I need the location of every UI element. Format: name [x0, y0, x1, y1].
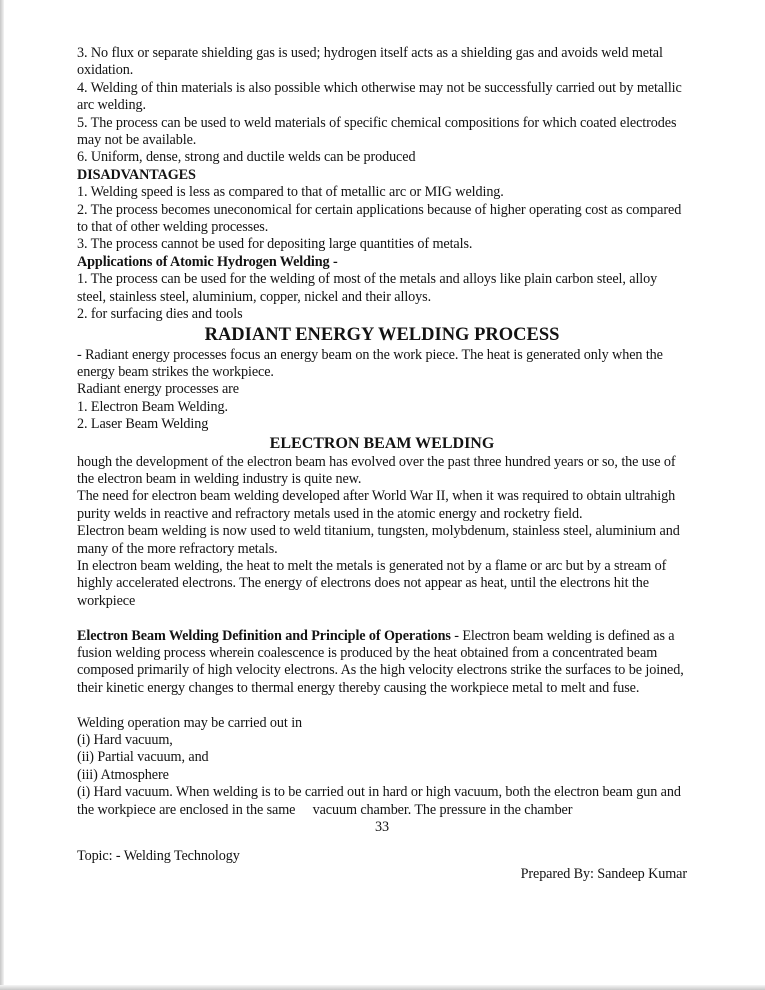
scan-artifact-left-edge [0, 0, 4, 990]
ebw-definition-paragraph [77, 628, 687, 698]
radiant-process-item-2: 2. Laser Beam Welding [77, 416, 209, 433]
section-title-radiant-energy: RADIANT ENERGY WELDING PROCESS [204, 324, 560, 345]
radiant-intro-paragraph: - Radiant energy processes focus an energy beam on the work piece. The heat is generated only when the energy beam strikes the workpiece. [77, 346, 663, 380]
spacer [77, 697, 687, 714]
section-title-electron-beam: ELECTRON BEAM WELDING [269, 434, 495, 452]
application-item-1: 1. The process can be used for the welding of most of the metals and alloys like plain carbon steel, alloy steel, stainless steel, aluminium, copper, nickel and their alloys. [77, 271, 658, 305]
ebw-definition-lead: Electron Beam Welding Definition and Principle of Operations [77, 627, 451, 644]
ebw-definition-body: - Electron beam welding is defined as a fusion welding process wherein coalescence is produced by the heat obtained from a concentrated beam composed primarily of high velocity electrons. As the high velocity electrons strike the surfaces to be joined, their kinetic energy changes to thermal energy thereby causing the workpiece metal to melt and fuse. [77, 627, 684, 696]
disadvantage-item-3: 3. The process cannot be used for depositing large quantities of metals. [77, 236, 473, 253]
disadvantage-item-2: 2. The process becomes uneconomical for certain applications because of higher operating cost as compared to that of other welding processes. [77, 201, 682, 236]
spacer [77, 610, 687, 627]
ebw-paragraph-history: hough the development of the electron beam has evolved over the past three hundred years or so, the use of the electron beam in welding industry is quite new. [77, 453, 676, 487]
applications-heading: Applications of Atomic Hydrogen Welding - [77, 253, 338, 270]
application-item-2: 2. for surfacing dies and tools [77, 306, 243, 323]
ebw-paragraph-heat: In electron beam welding, the heat to melt the metals is generated not by a flame or arc but by a stream of highly accelerated electrons. The energy of electrons does not appear as heat, until the electrons hit the workpiece [77, 557, 667, 609]
operation-intro: Welding operation may be carried out in [77, 714, 303, 731]
disadvantage-item-1: 1. Welding speed is less as compared to that of metallic arc or MIG welding. [77, 184, 504, 201]
scan-artifact-bottom-edge [0, 985, 765, 990]
advantage-item-4: 4. Welding of thin materials is also possible which otherwise may not be successfully carried out by metallic arc welding. [77, 79, 682, 114]
disadvantages-heading: DISADVANTAGES [77, 166, 196, 183]
operation-mode-2: (ii) Partial vacuum, and [77, 749, 209, 766]
hard-vacuum-detail-paragraph: (i) Hard vacuum. When welding is to be carried out in hard or high vacuum, both the electron beam gun and the workpiece are enclosed in the same vacuum chamber. The pressure in the chamber [77, 784, 681, 818]
advantage-item-5: 5. The process can be used to weld materials of specific chemical compositions for which coated electrodes may not be available. [77, 114, 677, 149]
footer-prepared-by: Prepared By: Sandeep Kumar [520, 865, 687, 882]
radiant-process-item-1: 1. Electron Beam Welding. [77, 398, 228, 415]
ebw-paragraph-usage: Electron beam welding is now used to weld titanium, tungsten, molybdenum, stainless steel, aluminium and many of the more refractory metals. [77, 523, 680, 557]
operation-mode-1: (i) Hard vacuum, [77, 732, 173, 748]
advantage-item-6: 6. Uniform, dense, strong and ductile welds can be produced [77, 149, 416, 166]
footer-topic: Topic: - Welding Technology [77, 848, 240, 865]
page-number: 33 [375, 819, 389, 836]
operation-mode-3: (iii) Atmosphere [77, 766, 169, 783]
ebw-paragraph-need: The need for electron beam welding developed after World War II, when it was required to obtain ultrahigh purity welds in reactive and refractory metals used in the atomic energy and rocketry field. [77, 488, 676, 522]
page-body-text [77, 45, 687, 883]
radiant-list-intro: Radiant energy processes are [77, 381, 239, 398]
advantage-item-3: 3. No flux or separate shielding gas is used; hydrogen itself acts as a shielding gas and avoids weld metal oxidation. [77, 45, 663, 79]
page-footer [77, 848, 687, 883]
